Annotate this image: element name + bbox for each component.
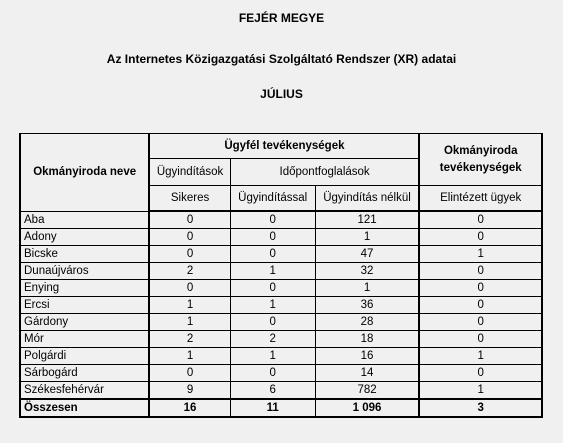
successful-cell: 2 bbox=[149, 263, 230, 280]
successful-cell: 1 bbox=[149, 297, 230, 314]
completed-cell: 0 bbox=[419, 314, 542, 331]
subheader-initiations: Ügyindítások bbox=[149, 159, 230, 186]
table-row bbox=[20, 348, 542, 365]
completed-cell: 0 bbox=[419, 280, 542, 297]
without-init-cell: 32 bbox=[315, 263, 419, 280]
with-init-cell: 0 bbox=[230, 314, 315, 331]
completed-cell: 0 bbox=[419, 365, 542, 382]
without-init-cell: 121 bbox=[315, 211, 419, 229]
office-name-cell: Bicske bbox=[20, 246, 149, 263]
completed-cell: 0 bbox=[419, 263, 542, 280]
with-init-cell: 0 bbox=[230, 280, 315, 297]
without-init-cell: 1 bbox=[315, 280, 419, 297]
without-init-cell: 47 bbox=[315, 246, 419, 263]
without-init-cell: 1 bbox=[315, 229, 419, 246]
office-name-cell: Sárbogárd bbox=[20, 365, 149, 382]
office-name-cell: Mór bbox=[20, 331, 149, 348]
completed-cell: 0 bbox=[419, 211, 542, 229]
office-name-cell: Enying bbox=[20, 280, 149, 297]
completed-cell: 1 bbox=[419, 348, 542, 365]
group-header-client: Ügyfél tevékenységek bbox=[149, 134, 419, 159]
successful-cell: 9 bbox=[149, 382, 230, 400]
office-name-cell: Dunaújváros bbox=[20, 263, 149, 280]
without-init-cell: 16 bbox=[315, 348, 419, 365]
table-row bbox=[20, 297, 542, 314]
with-init-cell: 0 bbox=[230, 229, 315, 246]
completed-cell: 0 bbox=[419, 297, 542, 314]
with-init-cell: 2 bbox=[230, 331, 315, 348]
successful-cell: 0 bbox=[149, 365, 230, 382]
office-name-cell: Aba bbox=[20, 211, 149, 229]
with-init-cell: 1 bbox=[230, 348, 315, 365]
col-header-without-init: Ügyindítás nélkül bbox=[315, 186, 419, 212]
subheader-appointments: Időpontfoglalások bbox=[230, 159, 419, 186]
successful-cell: 0 bbox=[149, 280, 230, 297]
with-init-cell: 0 bbox=[230, 246, 315, 263]
county-title: FEJÉR MEGYE bbox=[238, 11, 325, 25]
office-name-cell: Ercsi bbox=[20, 297, 149, 314]
successful-cell: 0 bbox=[149, 246, 230, 263]
successful-cell: 1 bbox=[149, 348, 230, 365]
with-init-cell: 0 bbox=[230, 211, 315, 229]
table-row bbox=[20, 246, 542, 263]
table-row bbox=[20, 211, 542, 229]
completed-cell: 1 bbox=[419, 382, 542, 400]
office-name-cell: Gárdony bbox=[20, 314, 149, 331]
office-name-cell: Polgárdi bbox=[20, 348, 149, 365]
col-header-successful: Sikeres bbox=[149, 186, 230, 212]
with-init-cell: 1 bbox=[230, 263, 315, 280]
successful-cell: 1 bbox=[149, 314, 230, 331]
successful-cell: 0 bbox=[149, 229, 230, 246]
with-init-cell: 0 bbox=[230, 365, 315, 382]
table-row bbox=[20, 229, 542, 246]
without-init-cell: 36 bbox=[315, 297, 419, 314]
month-title: JÚLIUS bbox=[260, 87, 303, 101]
without-init-cell: 782 bbox=[315, 382, 419, 400]
without-init-cell: 18 bbox=[315, 331, 419, 348]
statistics-table bbox=[19, 133, 543, 418]
successful-cell: 0 bbox=[149, 211, 230, 229]
with-init-cell: 6 bbox=[230, 382, 315, 400]
table-row bbox=[20, 263, 542, 280]
total-label-cell: Összesen bbox=[20, 399, 149, 417]
total-row bbox=[20, 399, 542, 417]
table-row bbox=[20, 280, 542, 297]
report-subtitle: Az Internetes Közigazgatási Szolgáltató Rendszer (XR) adatai bbox=[106, 52, 457, 66]
total-without-init-cell: 1 096 bbox=[315, 399, 419, 417]
without-init-cell: 28 bbox=[315, 314, 419, 331]
col-header-office: Okmányiroda neve bbox=[20, 134, 149, 212]
with-init-cell: 1 bbox=[230, 297, 315, 314]
office-name-cell: Székesfehérvár bbox=[20, 382, 149, 400]
without-init-cell: 14 bbox=[315, 365, 419, 382]
total-with-init-cell: 11 bbox=[230, 399, 315, 417]
table-row bbox=[20, 314, 542, 331]
completed-cell: 0 bbox=[419, 331, 542, 348]
col-header-with-init: Ügyindítással bbox=[230, 186, 315, 212]
table-row bbox=[20, 331, 542, 348]
total-successful-cell: 16 bbox=[149, 399, 230, 417]
group-header-office: Okmányiroda tevékenységek bbox=[419, 134, 542, 186]
successful-cell: 2 bbox=[149, 331, 230, 348]
total-completed-cell: 3 bbox=[419, 399, 542, 417]
completed-cell: 0 bbox=[419, 229, 542, 246]
table-row bbox=[20, 365, 542, 382]
office-name-cell: Adony bbox=[20, 229, 149, 246]
col-header-completed: Elintézett ügyek bbox=[419, 186, 542, 212]
table-row bbox=[20, 382, 542, 400]
completed-cell: 1 bbox=[419, 246, 542, 263]
